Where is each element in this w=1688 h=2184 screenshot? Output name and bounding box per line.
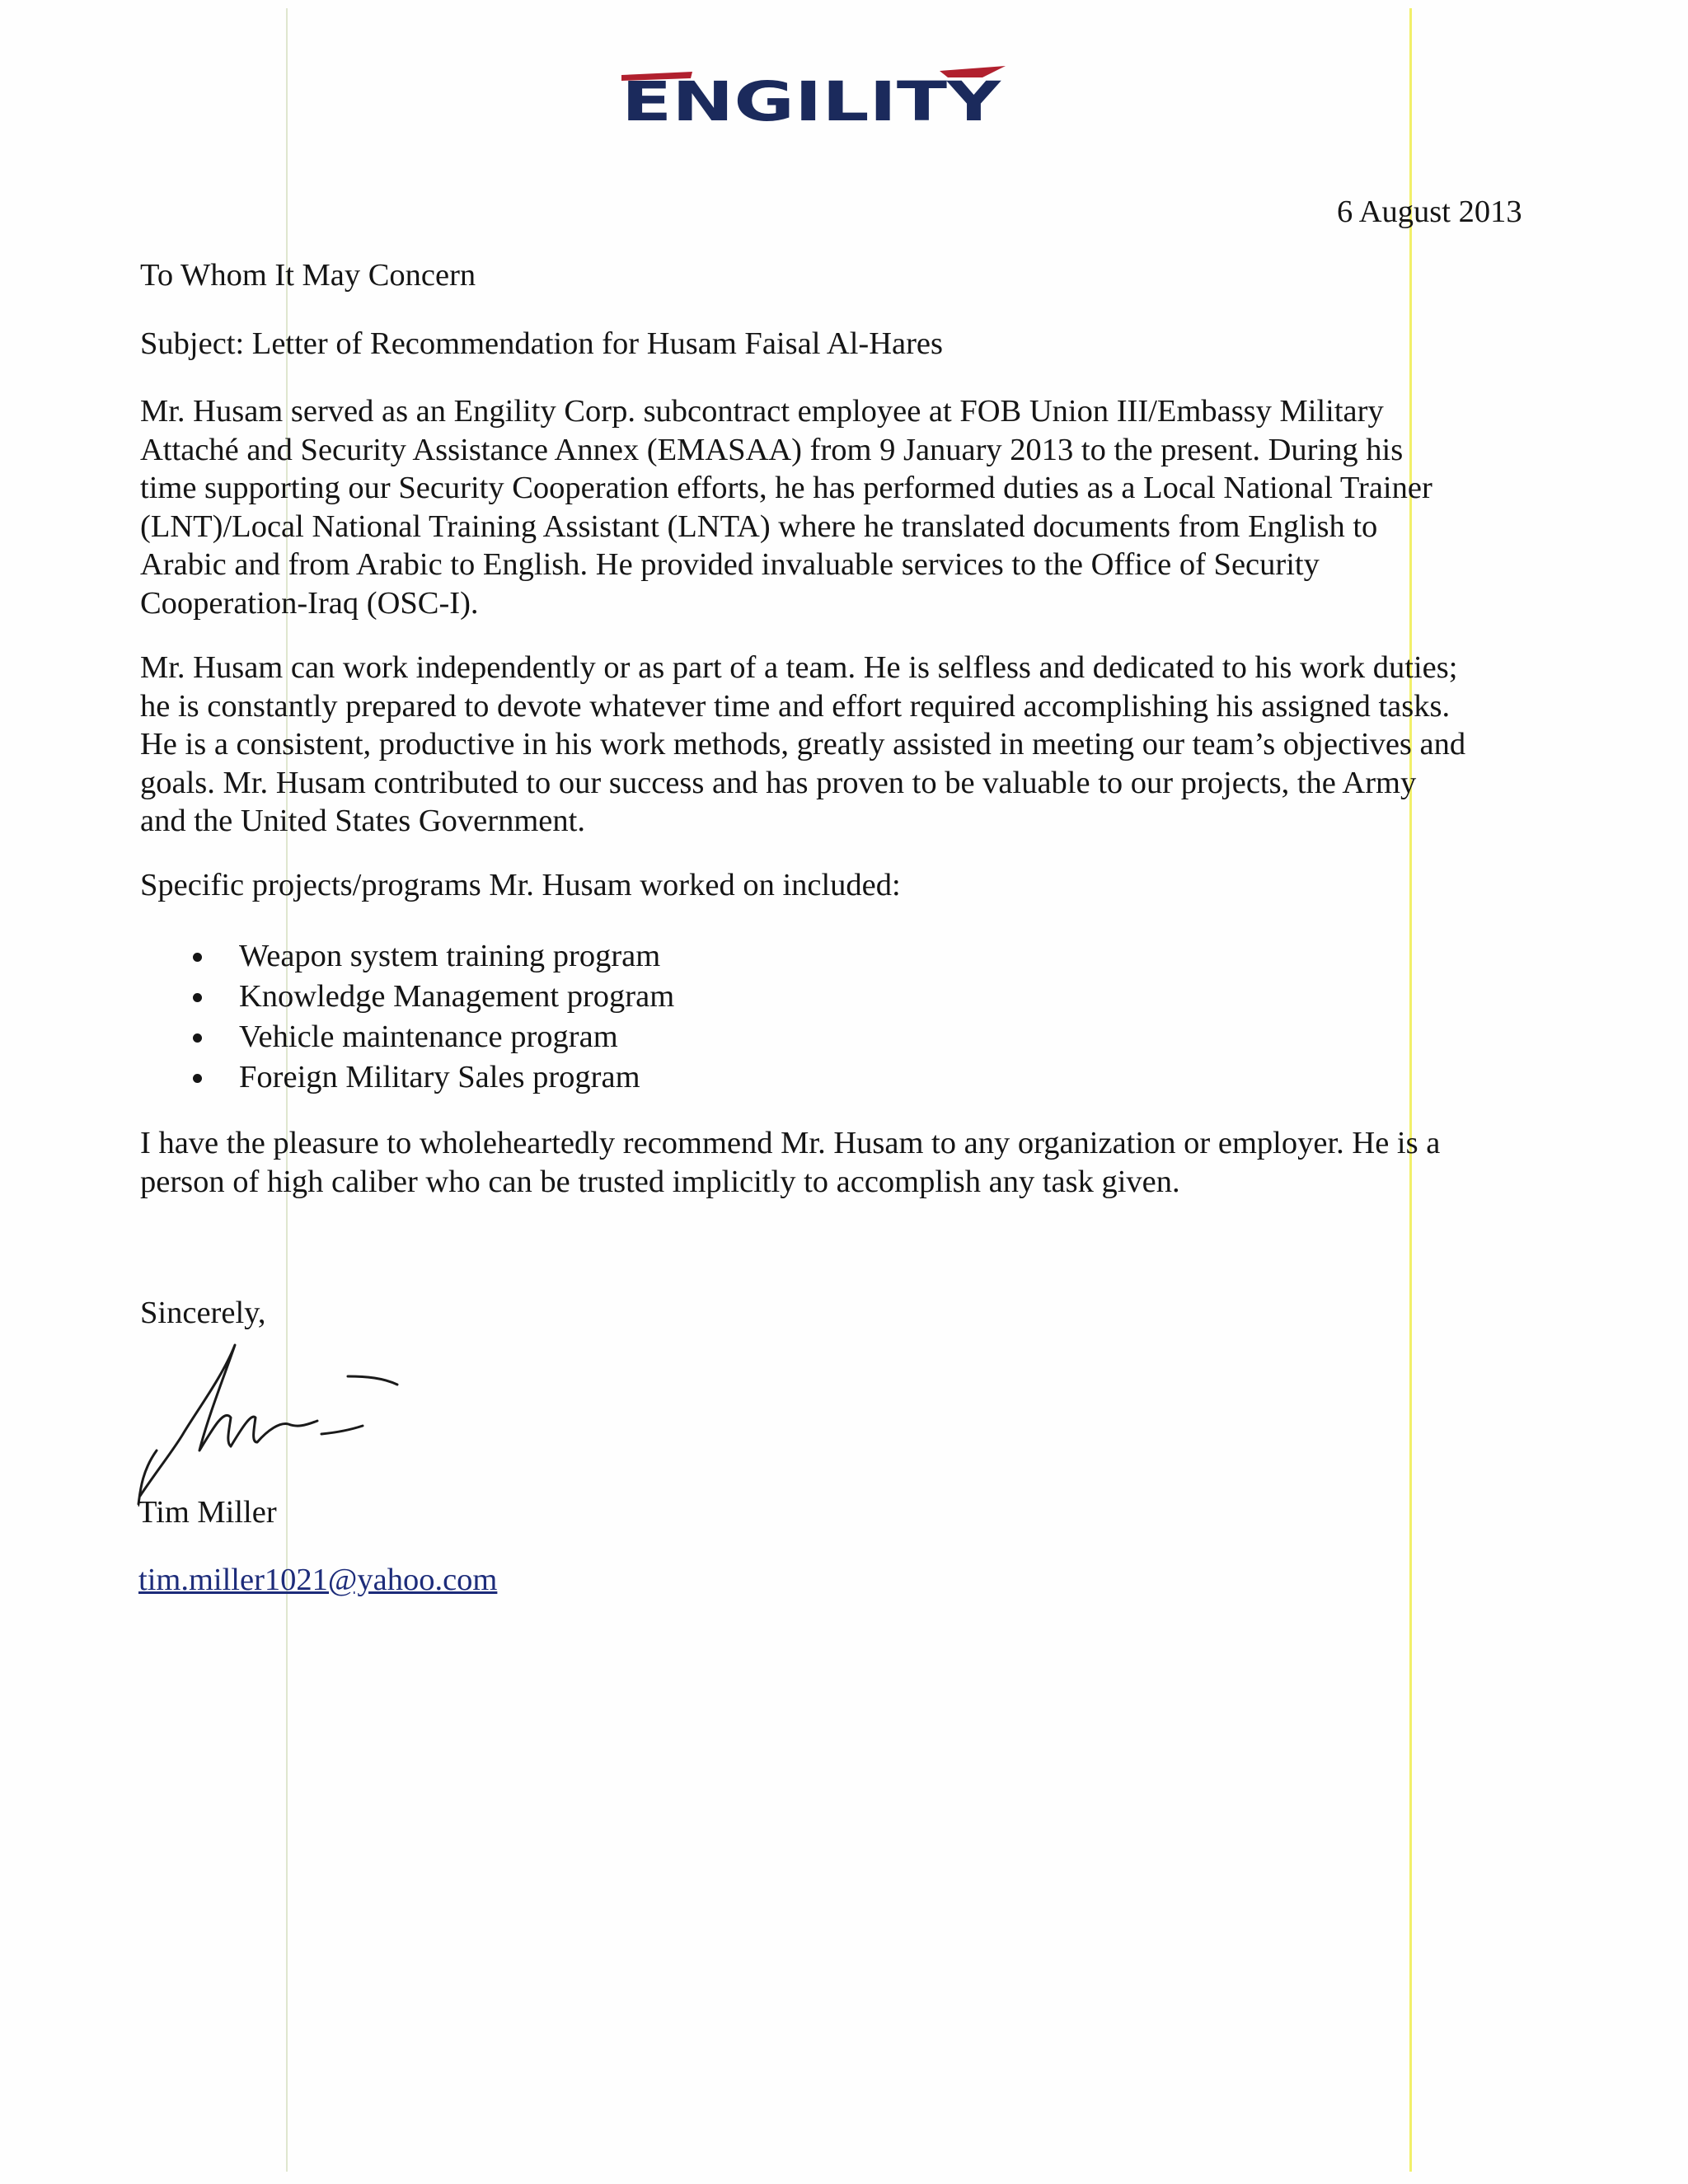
program-label: Knowledge Management program [239,979,675,1014]
letter-date: 6 August 2013 [1337,194,1522,229]
bullet-dot-icon [193,1074,202,1083]
subject-line: Subject: Letter of Recommendation for Husam Faisal Al-Hares [140,326,944,361]
paragraph-line: Mr. Husam served as an Engility Corp. subcontract employee at FOB Union III/Embassy Military [140,394,1384,429]
logo-wordmark: ENGILITY [621,70,1002,130]
bullet-dot-icon [193,993,202,1002]
signer-name: Tim Miller [138,1495,277,1530]
salutation: To Whom It May Concern [140,258,476,293]
list-item [140,936,674,977]
program-label: Vehicle maintenance program [239,1019,618,1054]
paragraph-line: Cooperation-Iraq (OSC-I). [140,585,479,621]
paragraph-line: person of high caliber who can be trusted implicitly to accomplish any task given. [140,1164,1180,1199]
paragraph-line: Arabic and from Arabic to English. He provided invaluable services to the Office of Security [140,547,1320,582]
closing: Sincerely, [140,1296,266,1330]
paragraph-qualities [140,649,1465,841]
paragraph-line: I have the pleasure to wholeheartedly recommend Mr. Husam to any organization or employer. He is a [140,1126,1441,1160]
scan-artifact-line-right [1409,8,1412,2172]
bullet-dot-icon [193,1033,202,1043]
programs-list [140,936,674,1098]
paragraph-line: and the United States Government. [140,804,585,838]
program-label: Foreign Military Sales program [239,1060,640,1094]
paragraph-line: Mr. Husam can work independently or as part of a team. He is selfless and dedicated to his work duties; [140,650,1458,685]
paragraph-line: He is a consistent, productive in his work methods, greatly assisted in meeting our team’s objectives and [140,727,1466,762]
paragraph-service [140,392,1432,622]
paragraph-line: time supporting our Security Cooperation efforts, he has performed duties as a Local National Trainer [140,471,1432,505]
list-item [140,977,674,1017]
paragraph-recommendation [140,1124,1440,1201]
program-label: Weapon system training program [239,939,661,973]
list-item [140,1057,674,1098]
paragraph-line: goals. Mr. Husam contributed to our success and has proven to be valuable to our projects, the Army [140,765,1417,800]
handwritten-signature [132,1327,412,1508]
paragraph-line: he is constantly prepared to devote whatever time and effort required accomplishing his assigned tasks. [140,688,1451,724]
signer-email-link[interactable]: tim.miller1021@yahoo.com [138,1563,498,1597]
engility-logo [620,64,1007,130]
paragraph-line: (LNT)/Local National Training Assistant (LNTA) where he translated documents from English to [140,509,1378,544]
paragraph-line: Attaché and Security Assistance Annex (EMASAA) from 9 January 2013 to the present. During his [140,432,1404,467]
paragraph-programs-intro: Specific projects/programs Mr. Husam worked on included: [140,868,901,902]
list-item [140,1017,674,1057]
bullet-dot-icon [193,953,202,962]
